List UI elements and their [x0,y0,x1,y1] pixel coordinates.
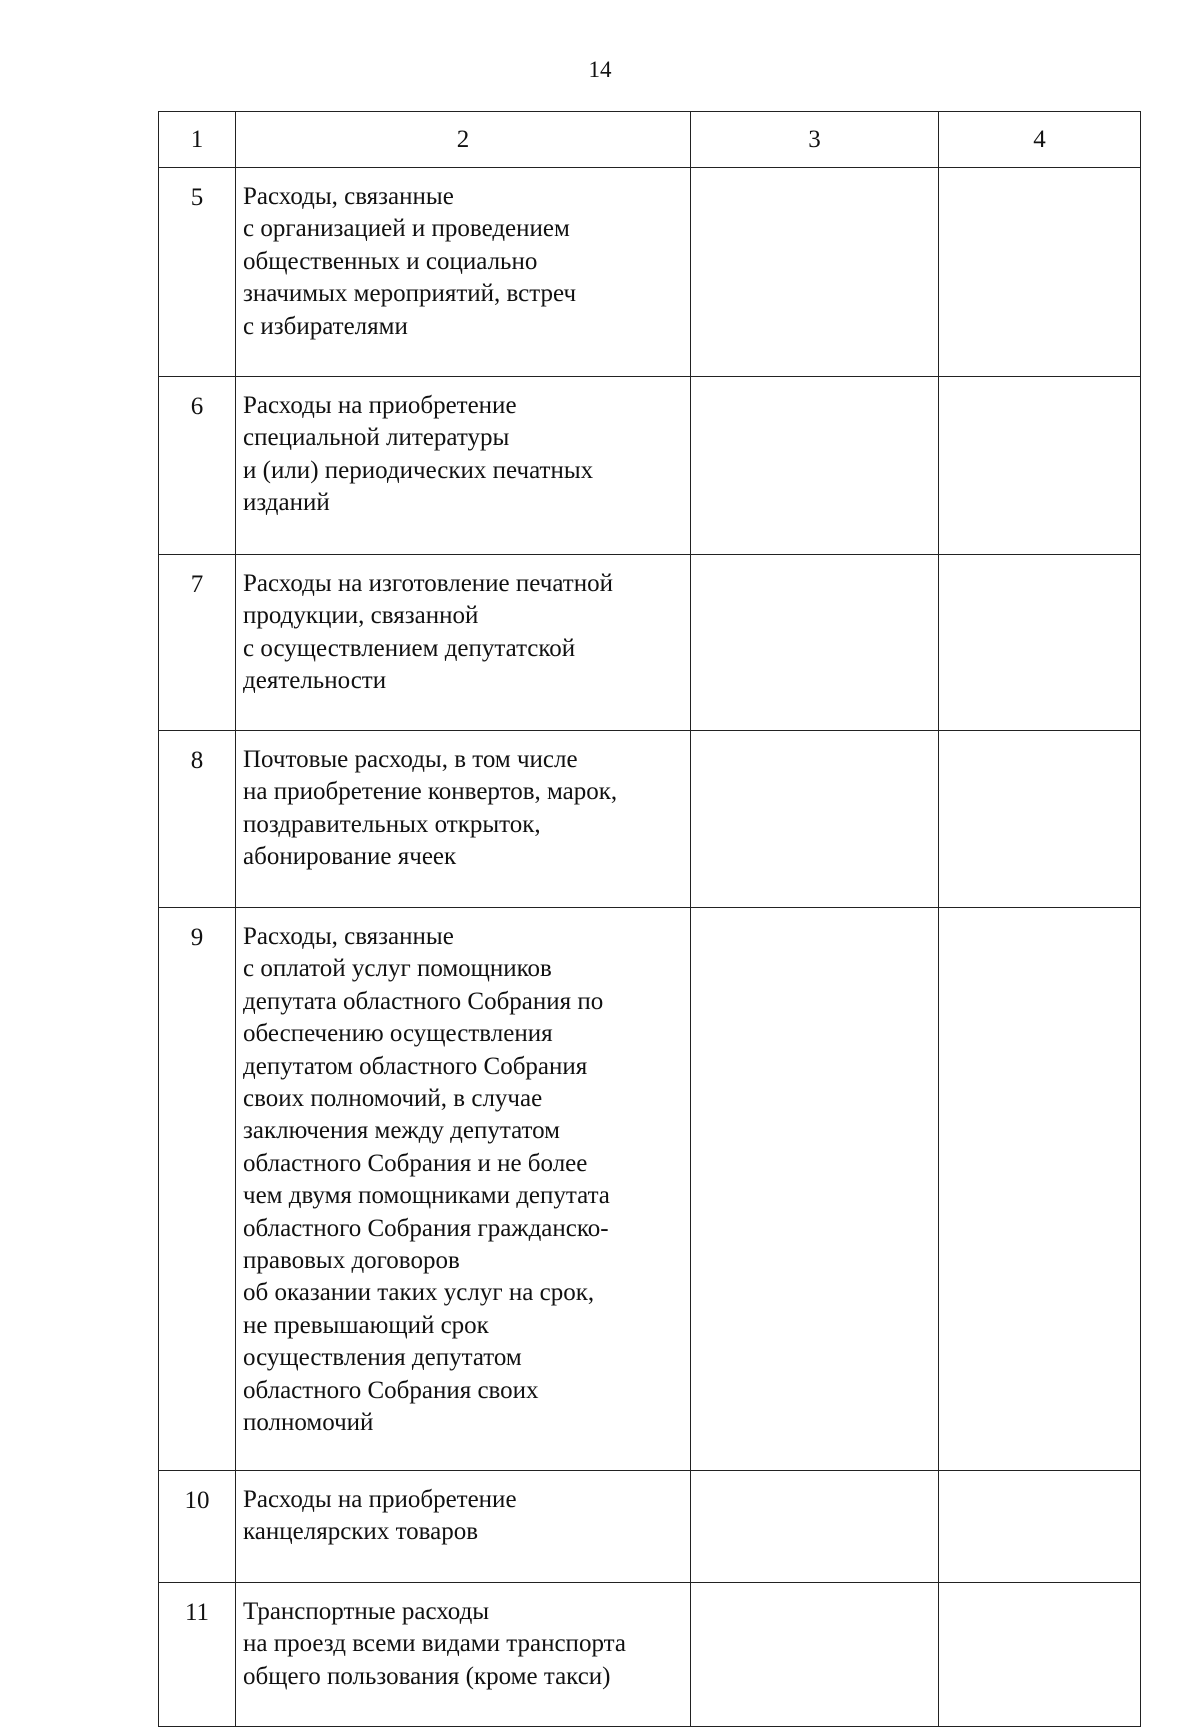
row-col4-cell [939,1583,1141,1727]
row-description: Расходы, связанные с организацией и проведением общественных и социально значимых мероприятий, встреч с избирателями [236,168,691,377]
row-number: 10 [159,1471,236,1583]
row-description: Транспортные расходы на проезд всеми видами транспорта общего пользования (кроме такси) [236,1583,691,1727]
row-col3-cell [691,1583,939,1727]
row-description: Расходы на приобретение канцелярских товаров [236,1471,691,1583]
table-header-row [159,112,1141,168]
header-cell-1: 1 [159,112,236,168]
row-col4-cell [939,555,1141,731]
row-col4-cell [939,908,1141,1471]
header-cell-4: 4 [939,112,1141,168]
row-number: 9 [159,908,236,1471]
row-number: 7 [159,555,236,731]
row-col3-cell [691,908,939,1471]
table-row [159,168,1141,377]
table-row [159,1583,1141,1727]
row-col3-cell [691,555,939,731]
header-cell-3: 3 [691,112,939,168]
table-row [159,555,1141,731]
row-number: 6 [159,377,236,555]
table-row [159,1471,1141,1583]
row-description: Почтовые расходы, в том числе на приобретение конвертов, марок, поздравительных открыток, абонирование ячеек [236,731,691,908]
row-col4-cell [939,1471,1141,1583]
row-col4-cell [939,377,1141,555]
row-col3-cell [691,377,939,555]
row-col4-cell [939,168,1141,377]
table-row [159,731,1141,908]
page-number: 14 [588,57,612,82]
row-col4-cell [939,731,1141,908]
row-number: 8 [159,731,236,908]
row-number: 5 [159,168,236,377]
table-row [159,908,1141,1471]
row-col3-cell [691,168,939,377]
header-cell-2: 2 [236,112,691,168]
row-col3-cell [691,1471,939,1583]
row-number: 11 [159,1583,236,1727]
row-description: Расходы на изготовление печатной продукции, связанной с осуществлением депутатской деятельности [236,555,691,731]
expense-table [158,111,1141,1727]
row-description: Расходы на приобретение специальной литературы и (или) периодических печатных изданий [236,377,691,555]
row-col3-cell [691,731,939,908]
table-row [159,377,1141,555]
row-description: Расходы, связанные с оплатой услуг помощников депутата областного Собрания по обеспечению осуществления депутатом областного Собрания своих полномочий, в случае заключения между депутатом областного Собрания и не более чем двумя помощниками депутата областного Собрания гражданско- правовых договоров об оказании таких услуг на срок, не превышающий срок осуществления депутатом областного Собрания своих полномочий [236,908,691,1471]
